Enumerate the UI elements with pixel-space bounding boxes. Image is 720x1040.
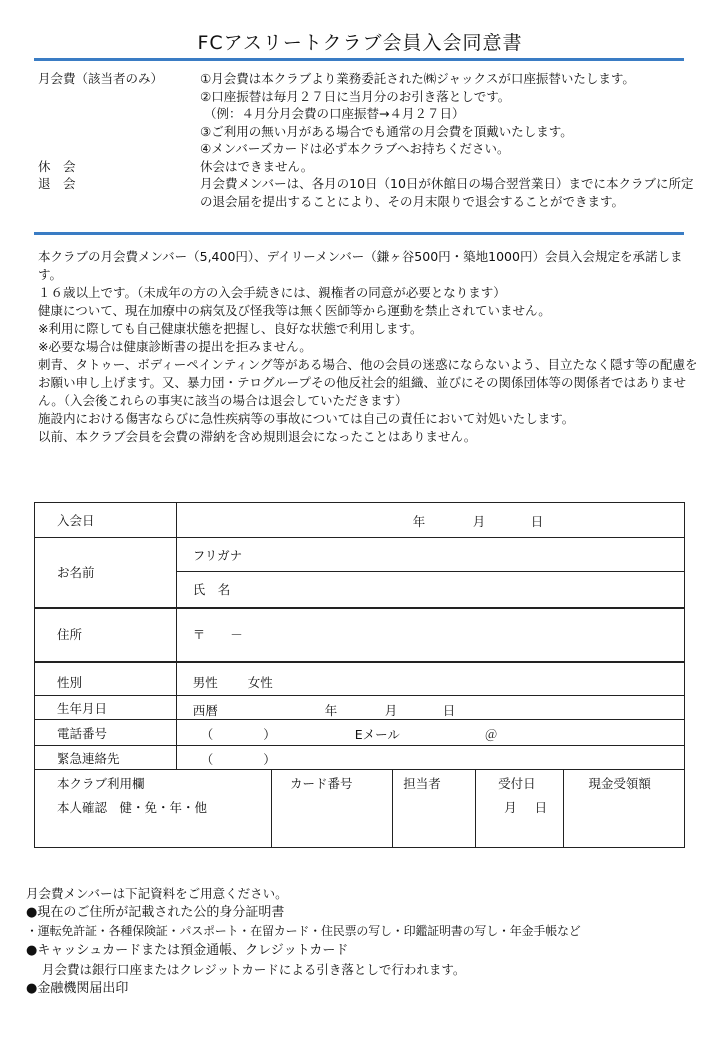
document-item: ●金融機関届出印	[26, 981, 129, 996]
monthly-line: ④メンバーズカードは必ず本クラブへお持ちください。	[200, 141, 510, 156]
emergency-row	[35, 746, 685, 770]
consent-line: 以前、本クラブ会員を会費の滞納を含め規則退会になったことはありません。	[38, 429, 477, 444]
name-label: お名前	[35, 538, 177, 608]
withdraw-label: 退 会	[38, 176, 76, 191]
documents-intro: 月会費メンバーは下記資料をご用意ください。	[26, 886, 288, 901]
join-date-field[interactable]	[176, 503, 684, 538]
birth-year-label: 年	[324, 702, 338, 718]
address-field[interactable]	[176, 608, 684, 662]
monthly-fee-term	[38, 70, 698, 158]
seireki-label: 西暦	[192, 702, 218, 718]
address-row	[35, 608, 685, 662]
full-name-field[interactable]	[176, 572, 684, 608]
postal-label: 〒 －	[192, 626, 243, 642]
card-number-cell[interactable]	[271, 770, 392, 848]
consent-line: １６歳以上です。（未成年の方の入会手続きには、親権者の同意が必要となります）	[38, 285, 506, 300]
address-label: 住所	[35, 608, 177, 662]
consent-line: 本クラブの月会費メンバー（5,400円）、デイリーメンバー（鎌ヶ谷500円・築地1000円）会員入会規定を承諾します。	[38, 249, 683, 282]
male-option[interactable]: 男性	[192, 675, 218, 690]
received-date-cell[interactable]	[476, 770, 564, 848]
email-label: Eメール	[354, 726, 400, 742]
birth-month-label: 月	[384, 702, 398, 718]
required-documents	[26, 884, 716, 998]
staff-label: 担当者	[403, 776, 441, 791]
withdraw-term	[38, 175, 698, 210]
consent-line: 施設内における傷害ならびに急性疾病等の事故については自己の責任において対処いたします。	[38, 411, 575, 426]
month-label: 月	[472, 514, 486, 529]
emergency-label: 緊急連絡先	[35, 746, 177, 770]
membership-form	[34, 502, 685, 848]
leave-label: 休 会	[38, 158, 76, 174]
top-divider	[34, 58, 684, 61]
monthly-line: （例：４月分月会費の口座振替→４月２７日）	[204, 106, 465, 121]
document-item: ●現在のご住所が記載された公的身分証明書	[26, 905, 285, 920]
receipt-label: 現金受領額	[588, 776, 651, 791]
monthly-fee-body	[200, 70, 698, 158]
monthly-line: ③ご利用の無い月がある場合でも通常の月会費を頂戴いたします。	[200, 123, 573, 139]
join-date-row	[35, 503, 685, 538]
consent-line: ※必要な場合は健康診断書の提出を拒みません。	[38, 339, 312, 354]
furigana-field[interactable]	[176, 538, 684, 572]
consent-section	[38, 248, 704, 446]
year-label: 年	[412, 514, 426, 529]
club-use-label: 本クラブ利用欄	[57, 776, 145, 791]
card-number-label: カード番号	[289, 776, 353, 791]
document-subitem: 月会費は銀行口座またはクレジットカードによる引き落としで行われます。	[42, 962, 466, 977]
name-row	[35, 538, 685, 572]
receipt-cell[interactable]	[564, 770, 685, 848]
consent-line: 刺青、タトゥー、ボディーペインティング等がある場合、他の会員の迷惑にならないよう、目立たなく隠す等の配慮をお願い申し上げます。又、暴力団・テログループその他反社会的組織、並びにその関係団体等の関係者ではありません。（入会後これらの事実に該当の場合は退会していただきます）	[38, 357, 698, 408]
withdraw-text: 月会費メンバーは、各月の10日（10日が休館日の場合翌営業日）までに本クラブに所定の退会届を提出することにより、その月末限りで退会することができます。	[200, 176, 694, 209]
at-sign: ＠	[484, 726, 498, 742]
monthly-line: ①月会費は本クラブより業務委託された㈱ジャックスが口座振替いたします。	[200, 71, 635, 86]
leave-text: 休会はできません。	[200, 158, 314, 174]
club-use-cell	[35, 770, 272, 848]
join-date-label: 入会日	[35, 503, 177, 538]
received-day: 日	[534, 800, 548, 815]
phone-row	[35, 720, 685, 746]
consent-line: ※利用に際しても自己健康状態を把握し、良好な状態で利用します。	[38, 321, 423, 336]
terms-section	[38, 70, 698, 210]
emergency-paren: （ ）	[200, 751, 276, 767]
day-label: 日	[530, 514, 544, 529]
birthdate-field[interactable]	[176, 696, 684, 720]
consent-line: 健康について、現在加療中の病気及び怪我等は無く医師等から運動を禁止されていません。	[38, 303, 551, 318]
birthdate-label: 生年月日	[35, 696, 177, 720]
female-option[interactable]: 女性	[247, 675, 273, 690]
bottom-divider	[34, 232, 684, 235]
received-md	[498, 798, 563, 816]
birth-day-label: 日	[442, 702, 456, 718]
birthdate-row	[35, 696, 685, 720]
document-item: ●キャッシュカードまたは預金通帳、クレジットカード	[26, 943, 349, 958]
page-title: FCアスリートクラブ会員入会同意書	[197, 32, 523, 54]
furigana-label: フリガナ	[192, 547, 243, 563]
monthly-fee-label: 月会費（該当者のみ）	[38, 71, 164, 86]
received-date-label: 受付日	[498, 776, 536, 791]
gender-row	[35, 662, 685, 696]
gender-label: 性別	[35, 662, 177, 696]
leave-term	[38, 158, 698, 176]
staff-cell[interactable]	[393, 770, 476, 848]
gender-field[interactable]	[176, 662, 684, 696]
phone-email-field[interactable]	[176, 720, 684, 746]
identity-check: 本人確認 健・免・年・他	[57, 800, 208, 815]
received-month: 月	[504, 800, 517, 815]
document-subitem: ・運転免許証・各種保険証・パスポート・在留カード・住民票の写し・印鑑証明書の写し・年金手帳など	[26, 924, 581, 938]
phone-paren: （ ）	[200, 726, 276, 742]
phone-label: 電話番号	[35, 720, 177, 746]
shimei-label: 氏 名	[192, 582, 231, 598]
emergency-field[interactable]	[176, 746, 684, 770]
monthly-line: ②口座振替は毎月２７日に当月分のお引き落としです。	[200, 88, 511, 104]
club-use-row	[35, 770, 685, 848]
